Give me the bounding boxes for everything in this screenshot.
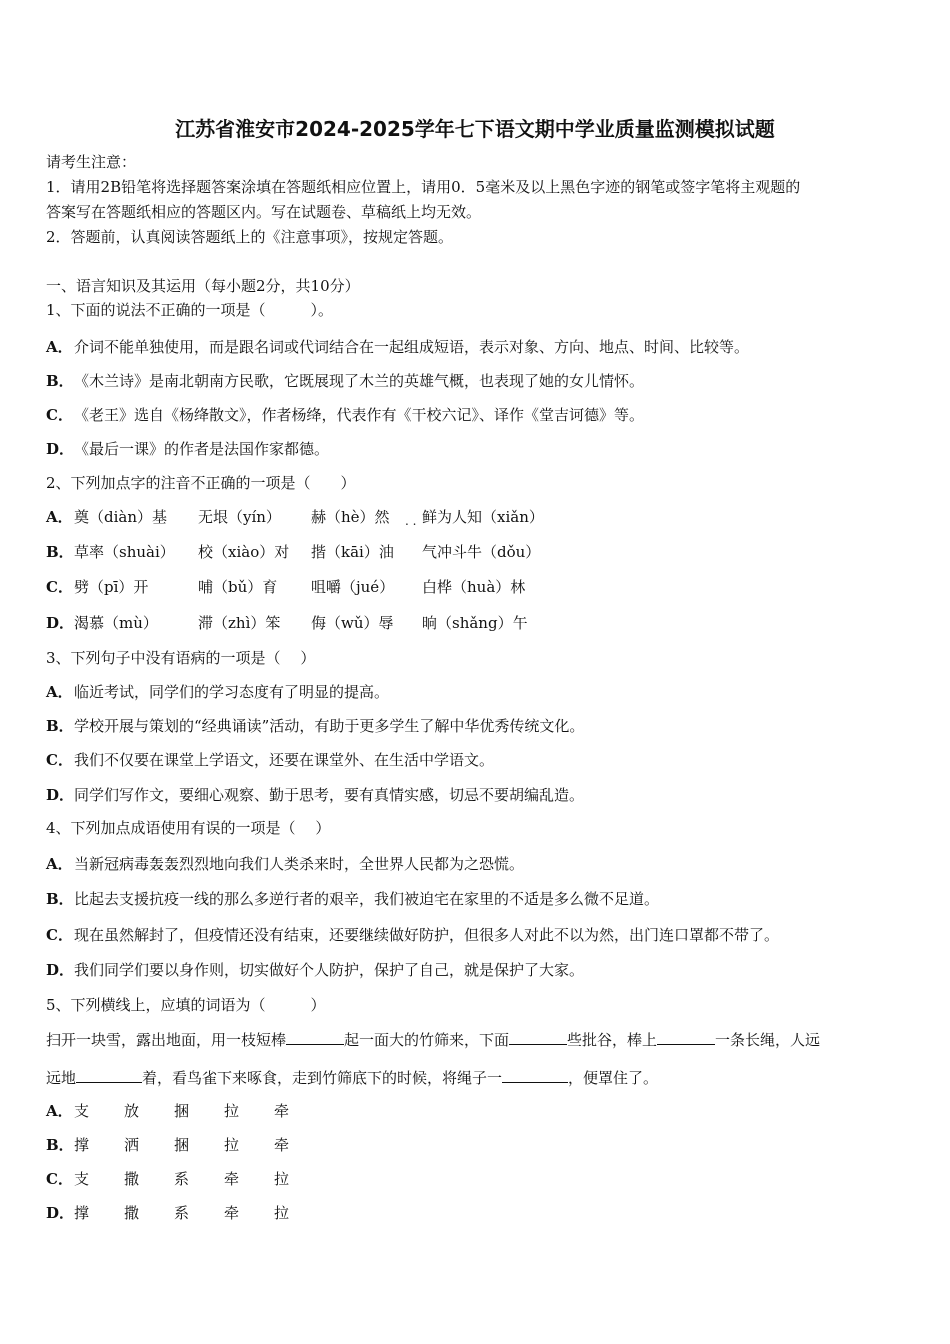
fill-blank-4[interactable] [76,1068,142,1083]
question-5-stem: 5、下列横线上，应填的词语为（ ） [46,996,326,1014]
notice-heading: 请考生注意： [46,153,137,171]
question-4-option-d: D．我们同学们要以身作则，切实做好个人防护，保护了自己，就是保护了大家。 [46,961,585,979]
question-5-passage-line-1: 扫开一块雪，露出地面，用一枝短棒 起一面大的竹筛来，下面 些批谷，棒上 一条长绳，人远 [46,1031,821,1049]
emphasis-dots: . . [405,514,417,528]
question-2-option-d: D．渴慕（mù） 滞（zhì）笨 侮（wǔ）辱 晌（shǎng）午 [46,614,528,632]
fill-blank-5[interactable] [502,1068,568,1083]
question-2-option-c: C．劈（pī）开 哺（bǔ）育 咀嚼（jué） 白桦（huà）林 [46,578,526,596]
question-3-option-b: B．学校开展与策划的“经典诵读”活动，有助于更多学生了解中华优秀传统文化。 [46,717,585,735]
question-5-option-b: B．撑 洒 捆 拉 牵 [46,1136,290,1154]
question-1-option-b: B．《木兰诗》是南北朝南方民歌，它既展现了木兰的英雄气概，也表现了她的女儿情怀。 [46,372,645,390]
question-2-option-b: B．草率（shuài） 校（xiào）对 揩（kāi）油 气冲斗牛（dǒu） [46,543,541,561]
page-title: 江苏省淮安市2024-2025学年七下语文期中学业质量监测模拟试题 [175,117,775,141]
question-1-stem: 1、下面的说法不正确的一项是（ ）。 [46,301,334,319]
question-5-option-c: C．支 撒 系 牵 拉 [46,1170,290,1188]
section-heading: 一、语言知识及其运用（每小题2分，共10分） [46,277,360,295]
notice-line-1a: 1．请用2B铅笔将选择题答案涂填在答题纸相应位置上，请用0．5毫米及以上黑色字迹的钢笔或签字笔将主观题的 [46,178,801,196]
question-4-stem: 4、下列加点成语使用有误的一项是（ ） [46,819,331,837]
question-3-option-c: C．我们不仅要在课堂上学语文，还要在课堂外、在生活中学语文。 [46,751,495,769]
question-1-option-c: C．《老王》选自《杨绛散文》，作者杨绛，代表作有《干校六记》、译作《堂吉诃德》等。 [46,406,645,424]
question-1-option-a: A．介词不能单独使用，而是跟名词或代词结合在一起组成短语，表示对象、方向、地点、时间、比较等。 [46,338,750,356]
fill-blank-1[interactable] [286,1030,344,1045]
question-3-option-d: D．同学们写作文，要细心观察、勤于思考，要有真情实感，切忌不要胡编乱造。 [46,786,585,804]
question-4-option-b: B．比起去支援抗疫一线的那么多逆行者的艰辛，我们被迫宅在家里的不适是多么微不足道。 [46,890,660,908]
fill-blank-3[interactable] [657,1030,715,1045]
question-4-option-c: C．现在虽然解封了，但疫情还没有结束，还要继续做好防护，但很多人对此不以为然，出门连口罩都不带了。 [46,926,780,944]
question-3-option-a: A．临近考试，同学们的学习态度有了明显的提高。 [46,683,390,701]
notice-line-2: 2．答题前，认真阅读答题纸上的《注意事项》，按规定答题。 [46,228,454,246]
question-4-option-a: A．当新冠病毒轰轰烈烈地向我们人类杀来时，全世界人民都为之恐慌。 [46,855,525,873]
fill-blank-2[interactable] [509,1030,567,1045]
question-5-option-a: A．支 放 捆 拉 牵 [46,1102,290,1120]
question-1-option-d: D．《最后一课》的作者是法国作家都德。 [46,440,330,458]
question-5-passage-line-2: 远地 着，看鸟雀下来啄食，走到竹筛底下的时候，将绳子一 ，便罩住了。 [46,1069,659,1087]
question-5-option-d: D．撑 撒 系 牵 拉 [46,1204,290,1222]
question-2-stem: 2、下列加点字的注音不正确的一项是（ ） [46,474,356,492]
question-3-stem: 3、下列句子中没有语病的一项是（ ） [46,649,316,667]
notice-line-1b: 答案写在答题纸相应的答题区内。写在试题卷、草稿纸上均无效。 [46,203,482,221]
question-2-option-a: A．奠（diàn）基 无垠（yín） 赫（hè）然 鲜为人知（xiǎn） [46,508,544,526]
